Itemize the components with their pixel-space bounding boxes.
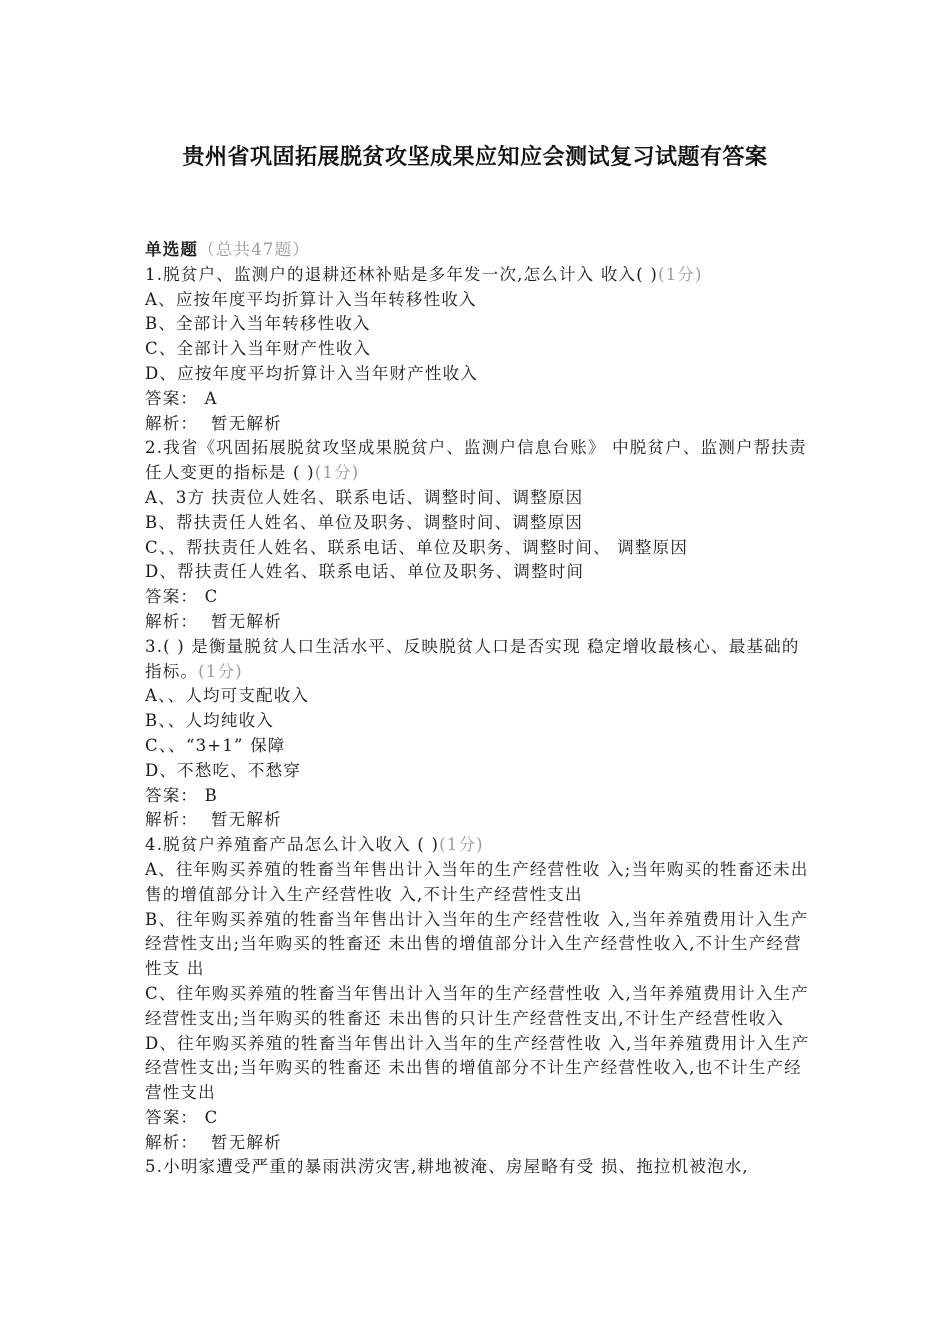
answer-line: 答案： C bbox=[145, 587, 219, 607]
question-5-stem: 5.小明家遭受严重的暴雨洪涝灾害,耕地被淹、房屋略有受 损、拖拉机被泡水, bbox=[145, 1157, 749, 1177]
question-4 bbox=[145, 833, 810, 1155]
question-1 bbox=[145, 263, 810, 437]
option-c: C、、帮扶责任人姓名、联系电话、单位及职务、调整时间、 调整原因 bbox=[145, 537, 689, 557]
question-stem: 3.( ) 是衡量脱贫人口生活水平、反映脱贫人口是否实现 稳定增收最核心、最基础的指标。(1分) bbox=[145, 636, 800, 681]
question-stem: 2.我省《巩固拓展脱贫攻坚成果脱贫户、监测户信息台账》 中脱贫户、监测户帮扶责任人变更的指标是 ( )(1分) bbox=[145, 438, 807, 483]
question-2 bbox=[145, 436, 810, 634]
question-score: (1分) bbox=[198, 661, 243, 681]
question-score: (1分) bbox=[657, 264, 703, 284]
answer-value: A bbox=[204, 388, 218, 408]
analysis-value: 暂无解析 bbox=[211, 413, 282, 433]
answer-value: B bbox=[204, 785, 218, 805]
section-label: 单选题 bbox=[145, 240, 199, 259]
question-stem: 4.脱贫户养殖畜产品怎么计入收入 ( )(1分) bbox=[145, 835, 484, 855]
option-d: D、帮扶责任人姓名、联系电话、单位及职务、调整时间 bbox=[145, 562, 585, 582]
option-b: B、往年购买养殖的牲畜当年售出计入当年的生产经营性收 入,当年养殖费用计入生产经营性支出;当年购买的牲畜还 未出售的增值部分计入生产经营性收入,不计生产经营性支 出 bbox=[145, 909, 809, 979]
answer-value: C bbox=[204, 587, 219, 607]
option-a: A、、人均可支配收入 bbox=[145, 686, 310, 706]
option-d: D、往年购买养殖的牲畜当年售出计入当年的生产经营性收 入,当年养殖费用计入生产经营性支出;当年购买的牲畜还 未出售的增值部分不计生产经营性收入,也不计生产经营性支出 bbox=[145, 1033, 810, 1103]
option-c: C、、“3+1” 保障 bbox=[145, 735, 286, 755]
option-a: A、往年购买养殖的牲畜当年售出计入当年的生产经营性收 入;当年购买的牲畜还未出售的增值部分计入生产经营性收 入,不计生产经营性支出 bbox=[145, 859, 809, 904]
option-c: C、全部计入当年财产性收入 bbox=[145, 339, 372, 359]
question-list bbox=[145, 238, 810, 1180]
analysis-value: 暂无解析 bbox=[211, 810, 282, 830]
document-title: 贵州省巩固拓展脱贫攻坚成果应知应会测试复习试题有答案 bbox=[182, 144, 768, 170]
option-a: A、3方 扶责位人姓名、联系电话、调整时间、调整原因 bbox=[145, 487, 584, 507]
analysis-value: 暂无解析 bbox=[211, 611, 282, 631]
question-stem: 1.脱贫户、监测户的退耕还林补贴是多年发一次,怎么计入 收入( )(1分) bbox=[145, 264, 703, 284]
option-a: A、应按年度平均折算计入当年转移性收入 bbox=[145, 289, 477, 309]
analysis-line: 解析： 暂无解析 bbox=[145, 413, 282, 433]
analysis-line: 解析： 暂无解析 bbox=[145, 1132, 282, 1152]
option-d: D、应按年度平均折算计入当年财产性收入 bbox=[145, 363, 479, 383]
option-b: B、帮扶责任人姓名、单位及职务、调整时间、调整原因 bbox=[145, 512, 584, 532]
answer-value: C bbox=[204, 1107, 219, 1127]
section-header bbox=[145, 238, 810, 263]
analysis-value: 暂无解析 bbox=[211, 1132, 282, 1152]
option-b: B、全部计入当年转移性收入 bbox=[145, 314, 371, 334]
option-b: B、、人均纯收入 bbox=[145, 711, 274, 731]
option-c: C、往年购买养殖的牲畜当年售出计入当年的生产经营性收 入,当年养殖费用计入生产经营性支出;当年购买的牲畜还 未出售的只计生产经营性支出,不计生产经营性收入 bbox=[145, 983, 809, 1028]
section-count: （总共47题） bbox=[198, 240, 311, 259]
question-score: (1分) bbox=[439, 835, 484, 855]
question-3 bbox=[145, 635, 810, 833]
option-d: D、不愁吃、不愁穿 bbox=[145, 760, 302, 780]
question-score: (1分) bbox=[314, 463, 360, 483]
answer-line: 答案： A bbox=[145, 388, 218, 408]
analysis-line: 解析： 暂无解析 bbox=[145, 611, 282, 631]
answer-line: 答案： C bbox=[145, 1107, 219, 1127]
answer-line: 答案： B bbox=[145, 785, 218, 805]
analysis-line: 解析： 暂无解析 bbox=[145, 810, 282, 830]
